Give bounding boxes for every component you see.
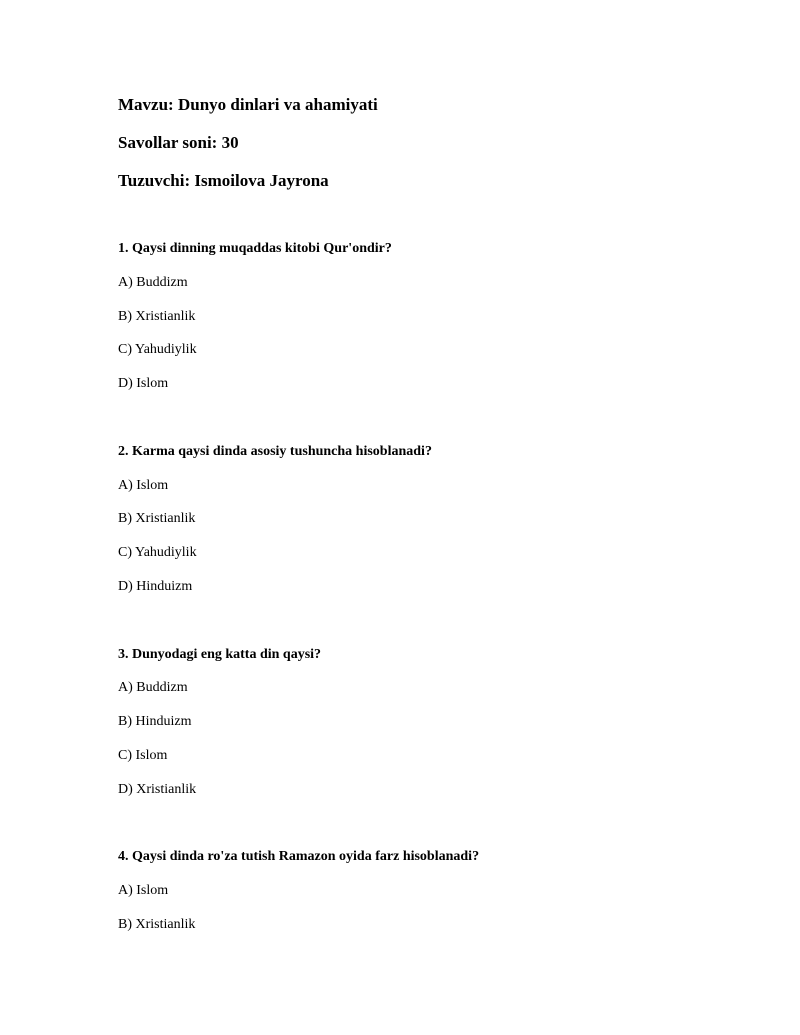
question-2-option-a: A) Islom — [118, 478, 169, 493]
question-4-title: 4. Qaysi dinda ro'za tutish Ramazon oyida farz hisoblanadi? — [118, 849, 480, 864]
question-3-title: 3. Dunyodagi eng katta din qaysi? — [118, 647, 322, 662]
question-1-option-a: A) Buddizm — [118, 275, 188, 290]
question-1-option-b: B) Xristianlik — [118, 309, 196, 324]
question-2-title: 2. Karma qaysi dinda asosiy tushuncha hisoblanadi? — [118, 444, 432, 459]
question-3-option-a: A) Buddizm — [118, 680, 188, 695]
question-3-option-d: D) Xristianlik — [118, 782, 197, 797]
question-2-option-c: C) Yahudiylik — [118, 545, 197, 560]
question-2-option-b: B) Xristianlik — [118, 511, 196, 526]
question-2-option-d: D) Hinduizm — [118, 579, 193, 594]
question-3-option-c: C) Islom — [118, 748, 168, 763]
question-3-option-b: B) Hinduizm — [118, 714, 192, 729]
question-1-title: 1. Qaysi dinning muqaddas kitobi Qur'ondir? — [118, 241, 392, 256]
question-count-heading: Savollar soni: 30 — [118, 133, 239, 152]
question-4-option-a: A) Islom — [118, 883, 169, 898]
question-4-option-b: B) Xristianlik — [118, 917, 196, 932]
question-1-option-c: C) Yahudiylik — [118, 342, 197, 357]
author-heading: Tuzuvchi: Ismoilova Jayrona — [118, 171, 329, 190]
topic-heading: Mavzu: Dunyo dinlari va ahamiyati — [118, 95, 378, 114]
question-1-option-d: D) Islom — [118, 376, 169, 391]
